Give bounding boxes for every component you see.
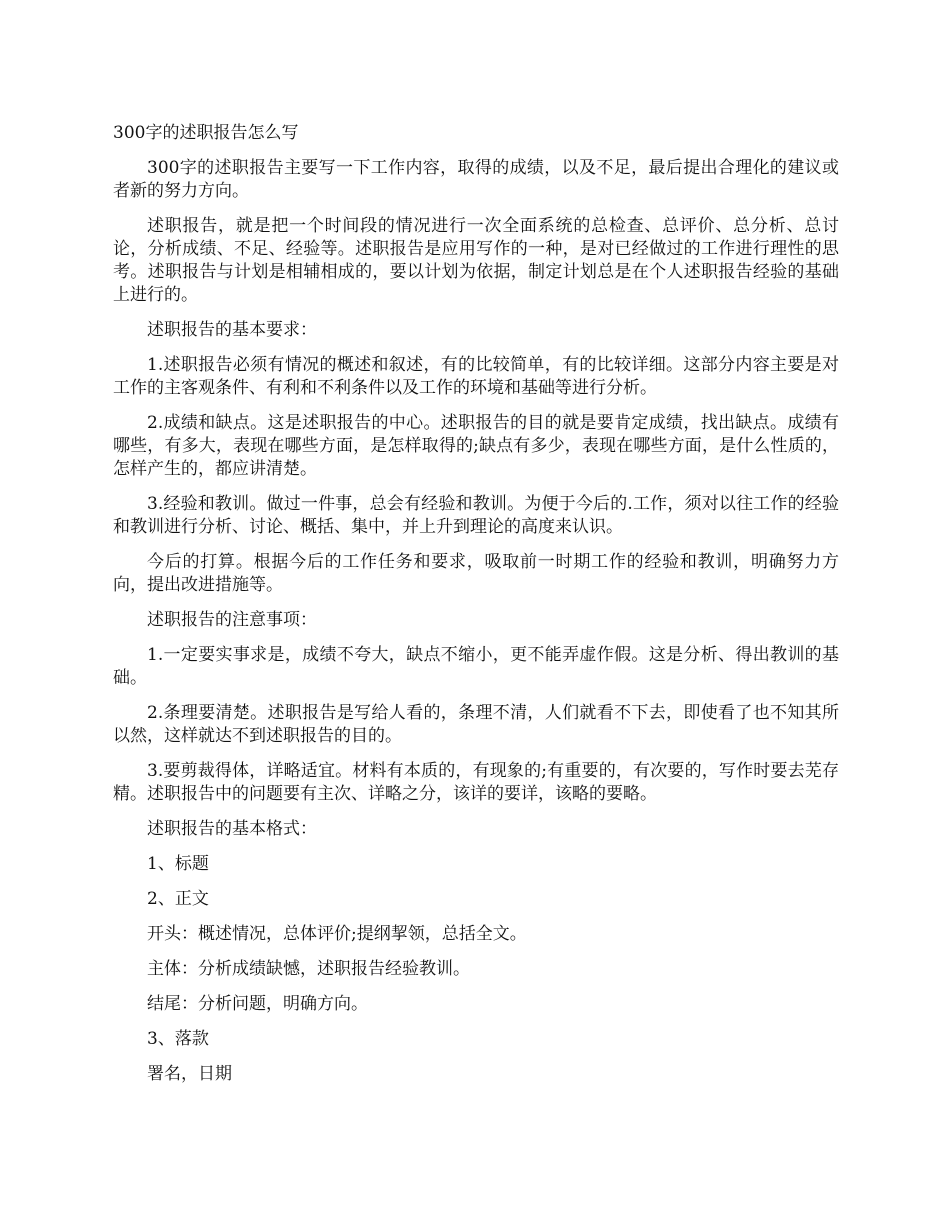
heading-basic-format: 述职报告的基本格式：: [147, 819, 317, 839]
format-item-signature: 3、落款: [147, 1029, 209, 1049]
requirement-3: 3.经验和教训。做过一件事，总会有经验和教训。为便于今后的.工作，须对以往工作的经验和教训进行分析、讨论、概括、集中，并上升到理论的高度来认识。: [113, 494, 839, 537]
heading-basic-requirements: 述职报告的基本要求：: [147, 320, 317, 340]
heading-notes: 述职报告的注意事项：: [147, 610, 317, 630]
note-3: 3.要剪裁得体，详略适宜。材料有本质的，有现象的;有重要的，有次要的，写作时要去芜存精。述职报告中的问题要有主次、详略之分，该详的要详，该略的要略。: [113, 761, 839, 804]
document-page: [113, 122, 839, 1098]
requirement-1: 1.述职报告必须有情况的概述和叙述，有的比较简单，有的比较详细。这部分内容主要是对工作的主客观条件、有利和不利条件以及工作的环境和基础等进行分析。: [113, 355, 839, 398]
format-ending: 结尾：分析问题，明确方向。: [147, 994, 368, 1014]
requirement-2: 2.成绩和缺点。这是述职报告的中心。述职报告的目的就是要肯定成绩，找出缺点。成绩有哪些，有多大，表现在哪些方面，是怎样取得的;缺点有多少，表现在哪些方面，是什么性质的，怎样产生的，都应讲清楚。: [113, 413, 839, 479]
note-1: 1.一定要实事求是，成绩不夸大，缺点不缩小，更不能弄虚作假。这是分析、得出教训的基础。: [113, 645, 839, 688]
format-signature-date: 署名，日期: [147, 1064, 232, 1084]
note-2: 2.条理要清楚。述职报告是写给人看的，条理不清，人们就看不下去，即使看了也不知其所以然，这样就达不到述职报告的目的。: [113, 703, 839, 746]
format-item-title: 1、标题: [147, 854, 209, 874]
paragraph-intro: 300字的述职报告主要写一下工作内容，取得的成绩，以及不足，最后提出合理化的建议或者新的努力方向。: [113, 158, 839, 201]
format-opening: 开头：概述情况，总体评价;提纲挈领，总括全文。: [147, 924, 527, 944]
document-title: 300字的述职报告怎么写: [113, 123, 299, 143]
format-main: 主体：分析成绩缺憾，述职报告经验教训。: [147, 959, 470, 979]
paragraph-future-plans: 今后的打算。根据今后的工作任务和要求，吸取前一时期工作的经验和教训，明确努力方向，提出改进措施等。: [113, 552, 839, 595]
format-item-body: 2、正文: [147, 889, 209, 909]
paragraph-definition: 述职报告，就是把一个时间段的情况进行一次全面系统的总检查、总评价、总分析、总讨论，分析成绩、不足、经验等。述职报告是应用写作的一种，是对已经做过的工作进行理性的思考。述职报告与计划是相辅相成的，要以计划为依据，制定计划总是在个人述职报告经验的基础上进行的。: [113, 216, 839, 305]
